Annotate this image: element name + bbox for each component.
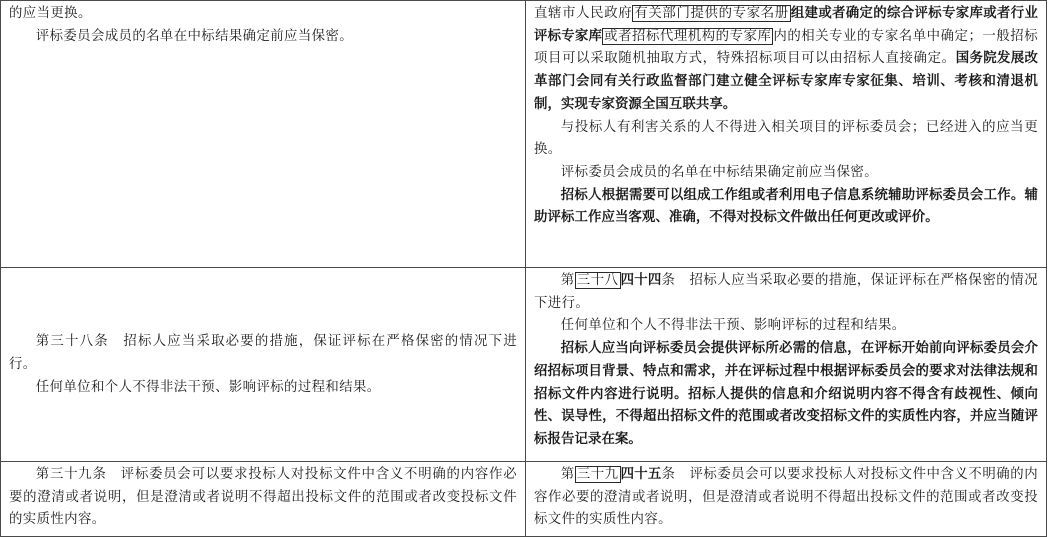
new-paragraph: 与投标人有利害关系的人不得进入相关项目的评标委员会；已经进入的应当更换。 — [534, 119, 1038, 158]
plain-text: 内的相关专业的专家名单中确定；一般招标项目可以采取随机抽取方式，特殊招标项目可以由招标人直接确定。 — [534, 28, 1038, 67]
old-text-cell — [1, 268, 526, 462]
old-article: 第三十九条 评标委员会可以要求投标人对投标文件中含义不明确的内容作必要的澄清或者说明，但是澄清或者说明不得超出投标文件的范围或者改变投标文件的实质性内容。 — [9, 467, 517, 528]
new-text-cell — [526, 1, 1047, 268]
added-text-bold: 组建或者确定的综合评标专家库或者行业评标专家库 — [534, 6, 1038, 44]
table-row — [1, 462, 1047, 537]
plain-text: 直辖市人民政府 — [534, 6, 633, 21]
new-text-cell — [526, 462, 1047, 537]
table-row — [1, 1, 1047, 268]
new-text-cell — [526, 268, 1047, 462]
added-paragraph-bold: 招标人根据需要可以组成工作组或者利用电子信息系统辅助评标委员会工作。辅助评标工作应当客观、准确，不得对投标文件做出任何更改或评价。 — [534, 187, 1038, 226]
new-paragraph: 任何单位和个人不得非法干预、影响评标的过程和结果。 — [560, 318, 906, 334]
added-text-bold: 国务院发展改革部门会同有关行政监督部门建立健全评标专家库专家征集、培训、考核和清退机制，实现专家资源全国互联共享。 — [534, 51, 1038, 112]
old-paragraph: 任何单位和个人不得非法干预、影响评标的过程和结果。 — [35, 379, 381, 395]
new-article-number: 四十五 — [620, 467, 662, 482]
new-paragraph — [534, 3, 1038, 117]
new-article — [534, 464, 1038, 532]
plain-text: 条 招标人应当采取必要的措施，保证评标在严格保密的情况下进行。 — [534, 273, 1038, 311]
plain-text: 条 评标委员会可以要求投标人对投标文件中含义不明确的内容作必要的澄清或者说明，但是澄清或者说明不得超出投标文件的范围或者改变投标文件的实质性内容。 — [534, 467, 1038, 528]
deleted-text-box: 有关部门提供的专家名册 — [634, 6, 789, 21]
old-text-cell — [1, 462, 526, 537]
old-paragraph: 的应当更换。 — [9, 6, 92, 21]
new-article — [534, 270, 1038, 315]
old-article: 第三十八条 招标人应当采取必要的措施，保证评标在严格保密的情况下进行。 — [9, 334, 517, 373]
table-row — [1, 268, 1047, 462]
plain-text: 第 — [560, 467, 575, 482]
deleted-article-number: 三十九 — [576, 467, 619, 482]
new-article-number: 四十四 — [620, 273, 662, 288]
old-text-cell — [1, 1, 526, 268]
deleted-article-number: 三十八 — [576, 273, 619, 288]
added-paragraph-bold: 招标人应当向评标委员会提供评标所必需的信息，在评标开始前向评标委员会介绍招标项目背景、特点和需求，并在评标过程中根据评标委员会的要求对法律法规和招标文件内容进行说明。招标人提供的信息和介绍说明内容不得含有歧视性、倾向性、误导性，不得超出招标文件的范围或者改变招标文件的实质性内容，并应当随评标报告记录在案。 — [534, 341, 1038, 447]
new-paragraph: 评标委员会成员的名单在中标结果确定前应当保密。 — [560, 164, 878, 180]
deleted-text-box: 或者招标代理机构的专家库 — [604, 28, 772, 44]
old-paragraph: 评标委员会成员的名单在中标结果确定前应当保密。 — [35, 28, 353, 44]
plain-text: 第 — [560, 273, 575, 288]
